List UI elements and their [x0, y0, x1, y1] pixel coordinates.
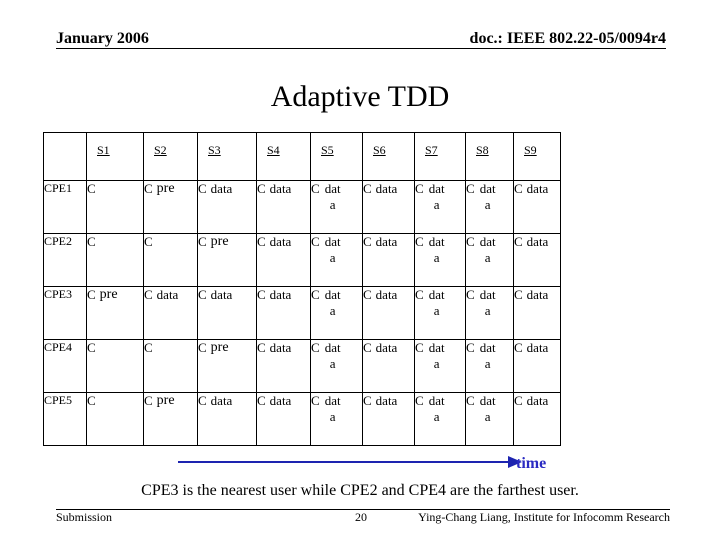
table-row	[44, 234, 561, 287]
slot-content: C data	[198, 393, 233, 408]
footer-page-number: 20	[355, 510, 367, 524]
slot-cell	[363, 393, 415, 446]
slot-cell	[363, 234, 415, 287]
slot-cell	[514, 234, 561, 287]
slot-content: C data	[415, 287, 445, 318]
slot-content: C data	[514, 340, 549, 355]
slot-cell	[87, 234, 144, 287]
slot-cell	[198, 287, 257, 340]
slot-cell	[144, 393, 198, 446]
slot-cell	[144, 181, 198, 234]
corner-cell	[44, 133, 87, 181]
slot-content: C	[144, 234, 153, 249]
row-label-cpe3: CPE3	[44, 287, 87, 340]
slot-cell	[311, 340, 363, 393]
slot-cell	[198, 340, 257, 393]
slot-content: C data	[415, 181, 445, 212]
slot-content: C data	[363, 181, 398, 196]
slot-cell	[514, 340, 561, 393]
row-label-cpe2: CPE2	[44, 234, 87, 287]
time-arrow-shaft	[178, 461, 514, 463]
time-label: time	[516, 455, 547, 472]
slot-cell	[87, 393, 144, 446]
slot-content: C data	[311, 234, 341, 265]
slot-cell	[466, 340, 514, 393]
column-header-s3: S3	[198, 133, 257, 181]
slot-content: C data	[363, 340, 398, 355]
column-header-s7: S7	[415, 133, 466, 181]
slot-cell	[257, 340, 311, 393]
slot-cell	[144, 287, 198, 340]
slot-content: C data	[311, 181, 341, 212]
slot-content: C data	[466, 340, 496, 371]
slot-content: C data	[311, 287, 341, 318]
slot-content: C pre	[198, 234, 229, 249]
slot-cell	[144, 340, 198, 393]
column-header-s5: S5	[311, 133, 363, 181]
slot-content: C data	[257, 393, 292, 408]
slot-cell	[311, 393, 363, 446]
caption: CPE3 is the nearest user while CPE2 and CPE4 are the farthest user.	[141, 482, 579, 499]
slot-content: C data	[363, 234, 398, 249]
slot-content: C data	[514, 234, 549, 249]
slot-cell	[514, 181, 561, 234]
slot-cell	[415, 234, 466, 287]
column-header-s4: S4	[257, 133, 311, 181]
slot-cell	[415, 393, 466, 446]
slot-content: C data	[415, 393, 445, 424]
slot-content: C	[87, 340, 96, 355]
slot-content: C data	[466, 287, 496, 318]
slot-cell	[311, 181, 363, 234]
slot-cell	[363, 181, 415, 234]
column-header-s2: S2	[144, 133, 198, 181]
slot-cell	[415, 287, 466, 340]
slot-content: C data	[466, 393, 496, 424]
footer-author: Ying-Chang Liang, Institute for Infocomm Research	[418, 510, 670, 524]
column-header-s9: S9	[514, 133, 561, 181]
header-date: January 2006	[56, 30, 149, 47]
slot-cell	[87, 181, 144, 234]
slot-content: C data	[257, 340, 292, 355]
slot-content: C data	[311, 393, 341, 424]
slot-cell	[144, 234, 198, 287]
slot-cell	[466, 287, 514, 340]
slot-content: C data	[257, 287, 292, 302]
footer-submission: Submission	[56, 510, 113, 524]
slot-content: C pre	[87, 287, 118, 302]
slot-cell	[87, 340, 144, 393]
slot-content: C data	[363, 287, 398, 302]
slot-content: C data	[257, 234, 292, 249]
slot-cell	[363, 287, 415, 340]
slot-content: C	[87, 181, 96, 196]
slot-content: C data	[198, 287, 233, 302]
slot-content: C pre	[198, 340, 229, 355]
slide-title: Adaptive TDD	[270, 80, 450, 113]
slot-cell	[257, 287, 311, 340]
slot-cell	[257, 181, 311, 234]
slot-cell	[466, 181, 514, 234]
slot-content: C pre	[144, 393, 175, 408]
slot-content: C	[87, 393, 96, 408]
slot-content: C data	[198, 181, 233, 196]
slot-content: C pre	[144, 181, 175, 196]
slot-content: C data	[257, 181, 292, 196]
slot-content: C	[144, 340, 153, 355]
schedule-table	[43, 132, 561, 446]
slot-cell	[198, 234, 257, 287]
slot-content: C data	[415, 340, 445, 371]
table-row	[44, 393, 561, 446]
slot-content: C data	[363, 393, 398, 408]
slot-cell	[257, 234, 311, 287]
slot-content: C data	[311, 340, 341, 371]
slot-content: C data	[514, 287, 549, 302]
slot-cell	[198, 393, 257, 446]
slot-cell	[514, 287, 561, 340]
column-header-s8: S8	[466, 133, 514, 181]
slot-cell	[363, 340, 415, 393]
slot-content: C data	[415, 234, 445, 265]
row-label-cpe1: CPE1	[44, 181, 87, 234]
slot-content: C	[87, 234, 96, 249]
slot-cell	[87, 287, 144, 340]
slot-cell	[415, 181, 466, 234]
table-row	[44, 287, 561, 340]
header-rule	[56, 48, 666, 49]
slot-content: C data	[514, 181, 549, 196]
slot-content: C data	[466, 234, 496, 265]
table-header-row	[44, 133, 561, 181]
slot-cell	[415, 340, 466, 393]
table-row	[44, 181, 561, 234]
slot-cell	[311, 234, 363, 287]
slot-content: C data	[514, 393, 549, 408]
slot-content: C data	[466, 181, 496, 212]
header-doc-id: doc.: IEEE 802.22-05/0094r4	[469, 30, 666, 47]
slot-cell	[514, 393, 561, 446]
table-row	[44, 340, 561, 393]
slot-cell	[466, 393, 514, 446]
time-arrow	[178, 459, 514, 465]
slot-content: C data	[144, 287, 179, 302]
column-header-s1: S1	[87, 133, 144, 181]
slot-cell	[257, 393, 311, 446]
row-label-cpe4: CPE4	[44, 340, 87, 393]
slot-cell	[311, 287, 363, 340]
slot-cell	[198, 181, 257, 234]
row-label-cpe5: CPE5	[44, 393, 87, 446]
column-header-s6: S6	[363, 133, 415, 181]
slot-cell	[466, 234, 514, 287]
